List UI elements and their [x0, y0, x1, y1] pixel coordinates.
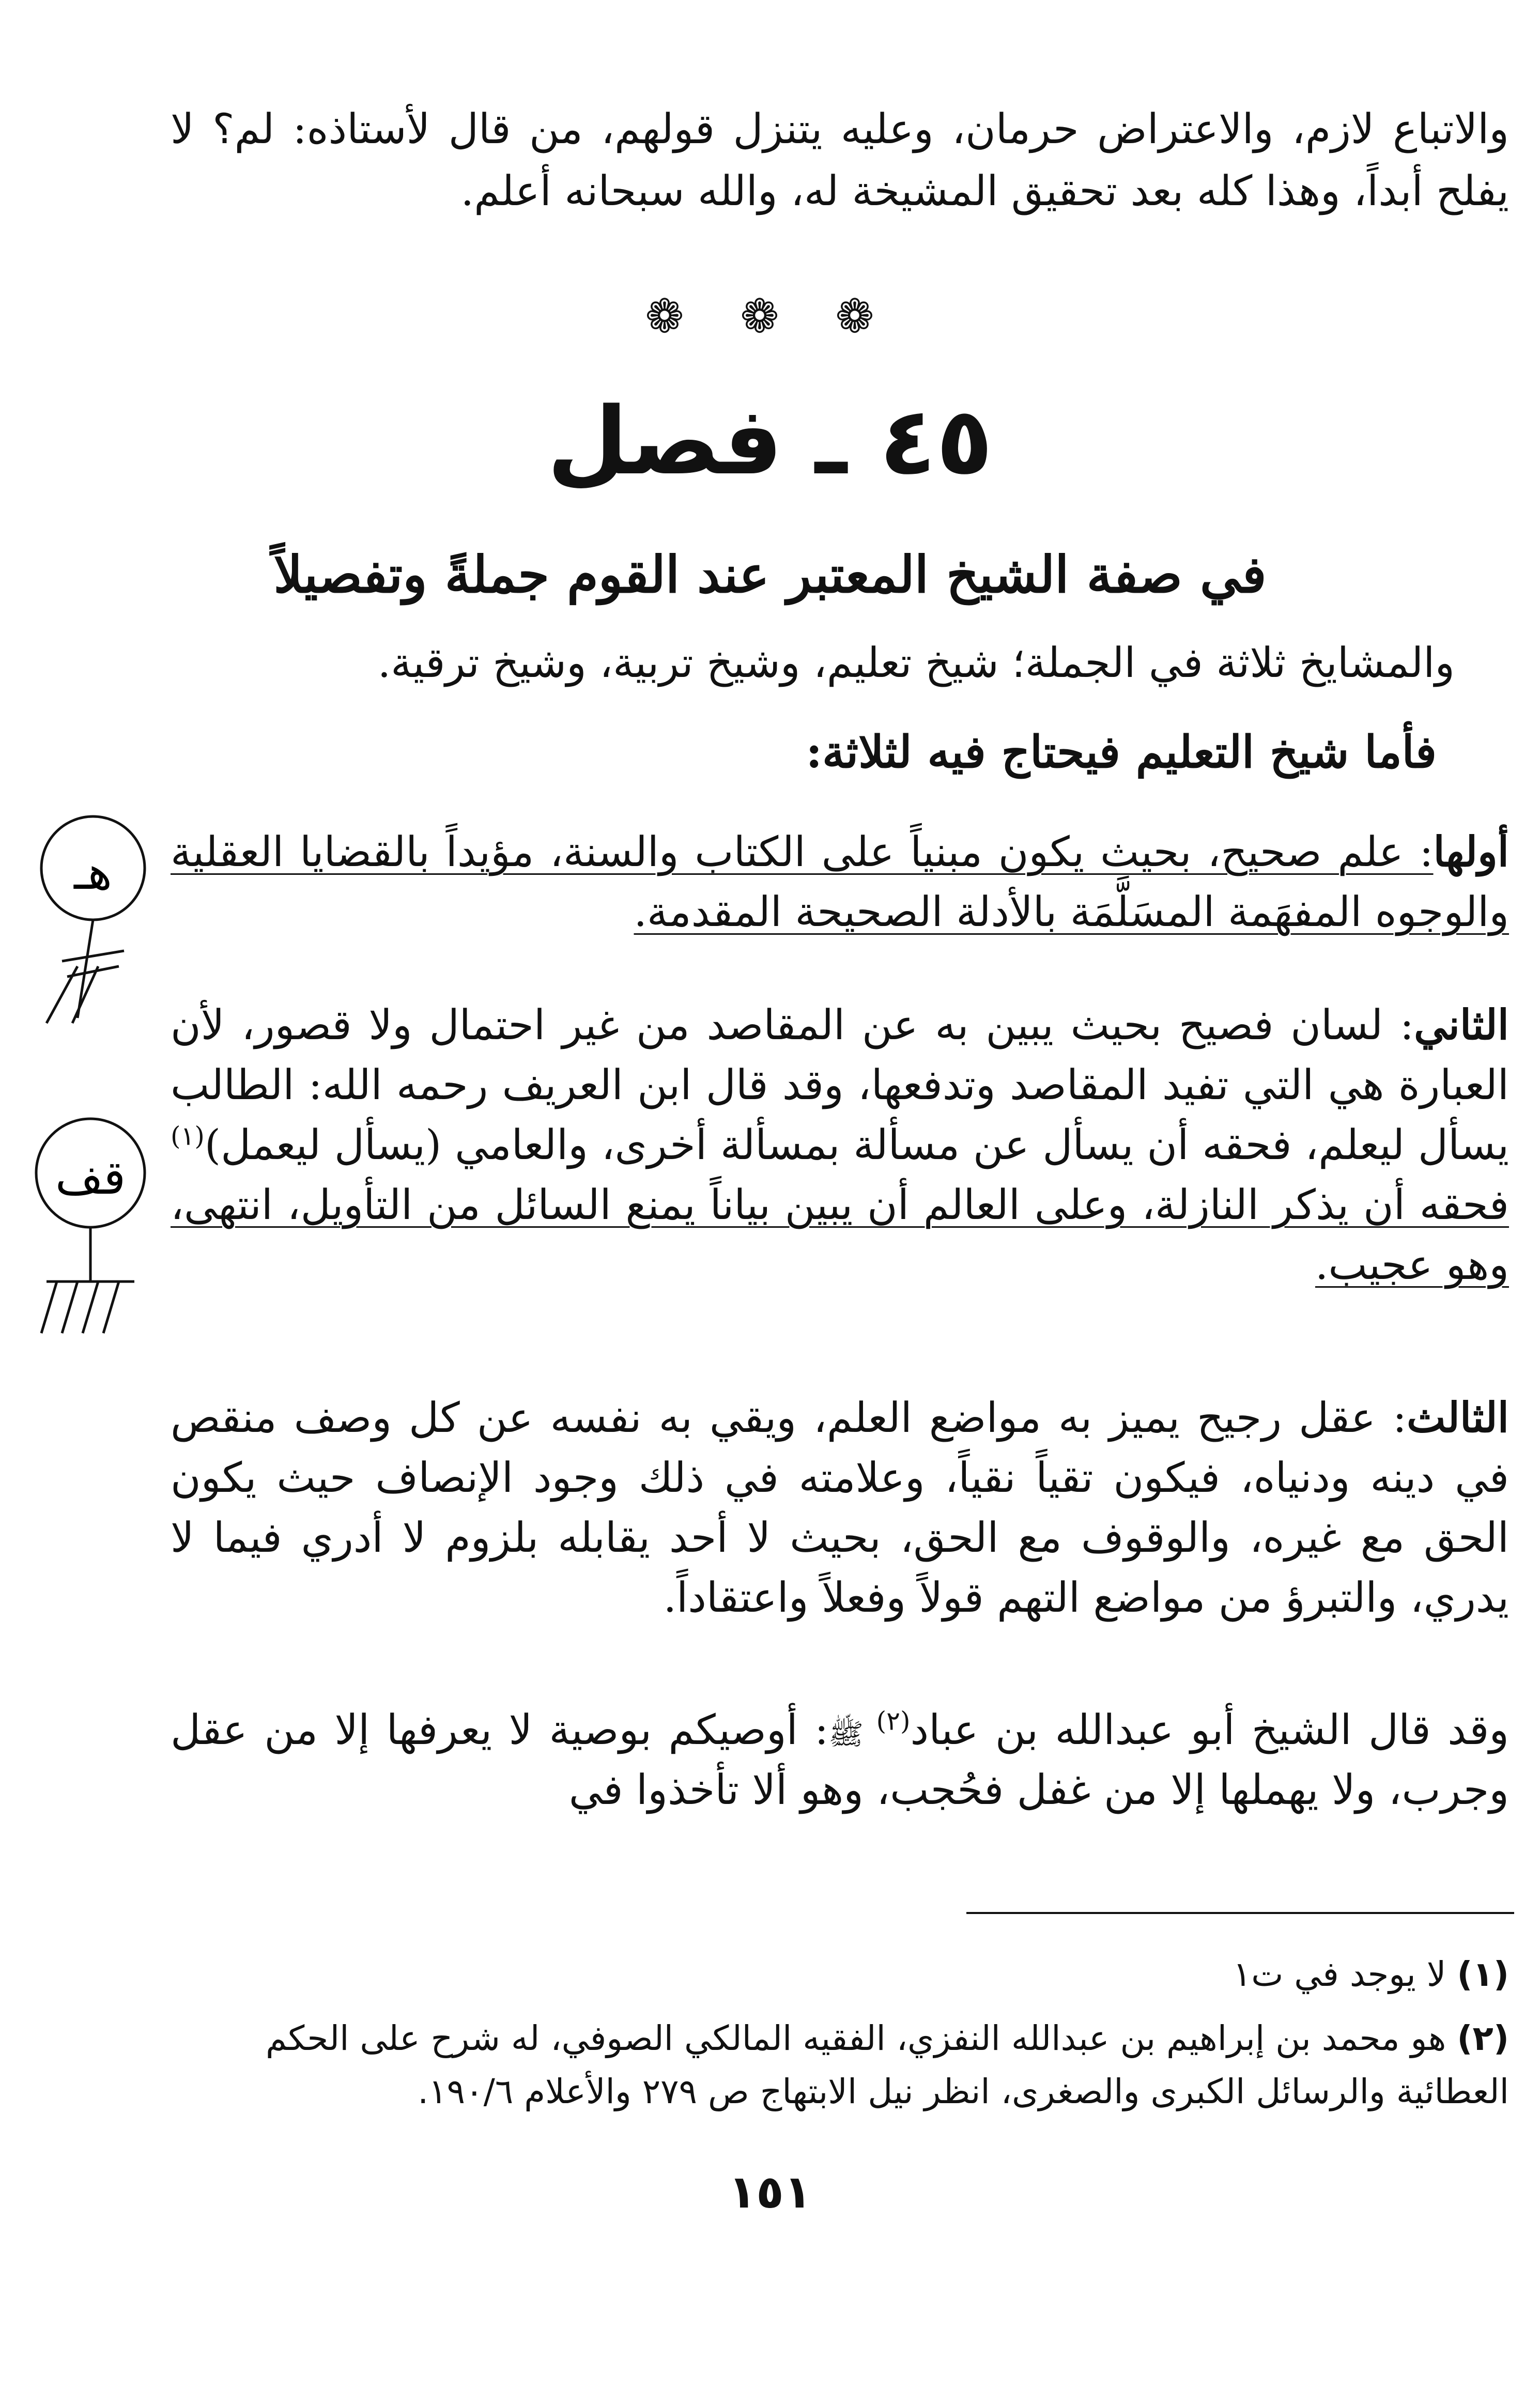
- footnote-2: [171, 2012, 1509, 2118]
- teaching-sheikh-heading: فأما شيخ التعليم فيحتاج فيه لثلاثة:: [806, 726, 1437, 778]
- second-condition-paragraph: [171, 995, 1509, 1295]
- first-lead: أولها: [1433, 827, 1510, 876]
- chapter-number-heading: ٤٥ ـ فصل: [547, 388, 993, 496]
- first-condition-paragraph: [171, 822, 1509, 942]
- margin-note-2-text: قف: [55, 1151, 126, 1205]
- footnote-ref-1[interactable]: (١): [171, 1121, 205, 1151]
- second-text-a: : لسان فصيح بحيث يبين به عن المقاصد من غير احتمال ولا قصور، لأن العبارة هي التي تفيد المقاصد وتدفعها، وقد قال ابن العريف رحمه الله: الطالب يسأل ليعلم، فحقه أن يسأل عن مسألة بمسألة أخرى، والعامي (يسأل ليعمل): [171, 1001, 1509, 1169]
- footnote-marker: (١): [1457, 1954, 1509, 1994]
- honorific-glyph: ﷺ: [828, 1718, 876, 1751]
- footnote-marker: (٢): [1457, 2018, 1509, 2059]
- chapter-title: في صفة الشيخ المعتبر عند القوم جملةً وتفصيلاً: [273, 545, 1267, 605]
- second-text-b: فحقه أن يذكر النازلة، وعلى العالم أن يبين بياناً يمنع السائل من التأويل، انتهى، وهو عجيب.: [171, 1181, 1510, 1289]
- margin-note-1-text: هـ: [74, 846, 112, 900]
- footnote-1: [171, 1948, 1509, 2001]
- margin-note-2-icon: [16, 1111, 165, 1338]
- third-text: : عقل رجيح يميز به مواضع العلم، ويقي به نفسه عن كل وصف منقص في دينه ودنياه، فيكون تقياً نقياً، وعلامته في ذلك وجود الإنصاف حيث يكون الحق مع غيره، والوقوف مع الحق، بحيث لا أحد يقابله بلزوم لا أدري فيما لا يدري، والتبرؤ من مواضع التهم قولاً وفعلاً واعتقاداً.: [171, 1394, 1510, 1622]
- section-separator: ❁ ❁ ❁: [645, 289, 895, 344]
- footnote-ref-2[interactable]: (٢): [876, 1706, 911, 1736]
- footnote-text: لا يوجد في ت١: [1233, 1954, 1446, 1994]
- second-lead: الثاني: [1413, 1000, 1509, 1049]
- margin-note-1-icon: [16, 811, 165, 1028]
- first-text: : علم صحيح، بحيث يكون مبنياً على الكتاب والسنة، مؤيداً بالقضايا العقلية والوجوه المفهَمة المسَلَّمَة بالأدلة الصحيحة المقدمة.: [171, 828, 1509, 936]
- footnote-text: هو محمد بن إبراهيم بن عبدالله النفزي، الفقيه المالكي الصوفي، له شرح على الحكم العطائية والرسائل الكبرى والصغرى، انظر نيل الابتهاج ص ٢٧٩ والأعلام ١٩٠/٦.: [265, 2018, 1509, 2111]
- third-condition-paragraph: [171, 1387, 1509, 1628]
- page-number: ١٥١: [728, 2165, 812, 2218]
- footnote-divider: [966, 1912, 1514, 1914]
- third-lead: الثالث: [1406, 1393, 1509, 1442]
- quote-paragraph: [171, 1700, 1509, 1820]
- footnotes: [171, 1948, 1509, 2130]
- intro-paragraph: والاتباع لازم، والاعتراض حرمان، وعليه يتنزل قولهم، من قال لأستاذه: لم؟ لا يفلح أبداً، وهذا كله بعد تحقيق المشيخة له، والله سبحانه أعلم.: [171, 105, 1509, 215]
- quote-text-a: وقد قال الشيخ أبو عبدالله بن عباد: [910, 1706, 1510, 1754]
- shuyukh-paragraph: والمشايخ ثلاثة في الجملة؛ شيخ تعليم، وشيخ تربية، وشيخ ترقية.: [377, 639, 1455, 687]
- quote-text-b: : أوصيكم بوصية لا يعرفها إلا من عقل وجرب، ولا يهملها إلا من غفل فحُجب، وهو ألا تأخذوا في: [171, 1706, 1509, 1814]
